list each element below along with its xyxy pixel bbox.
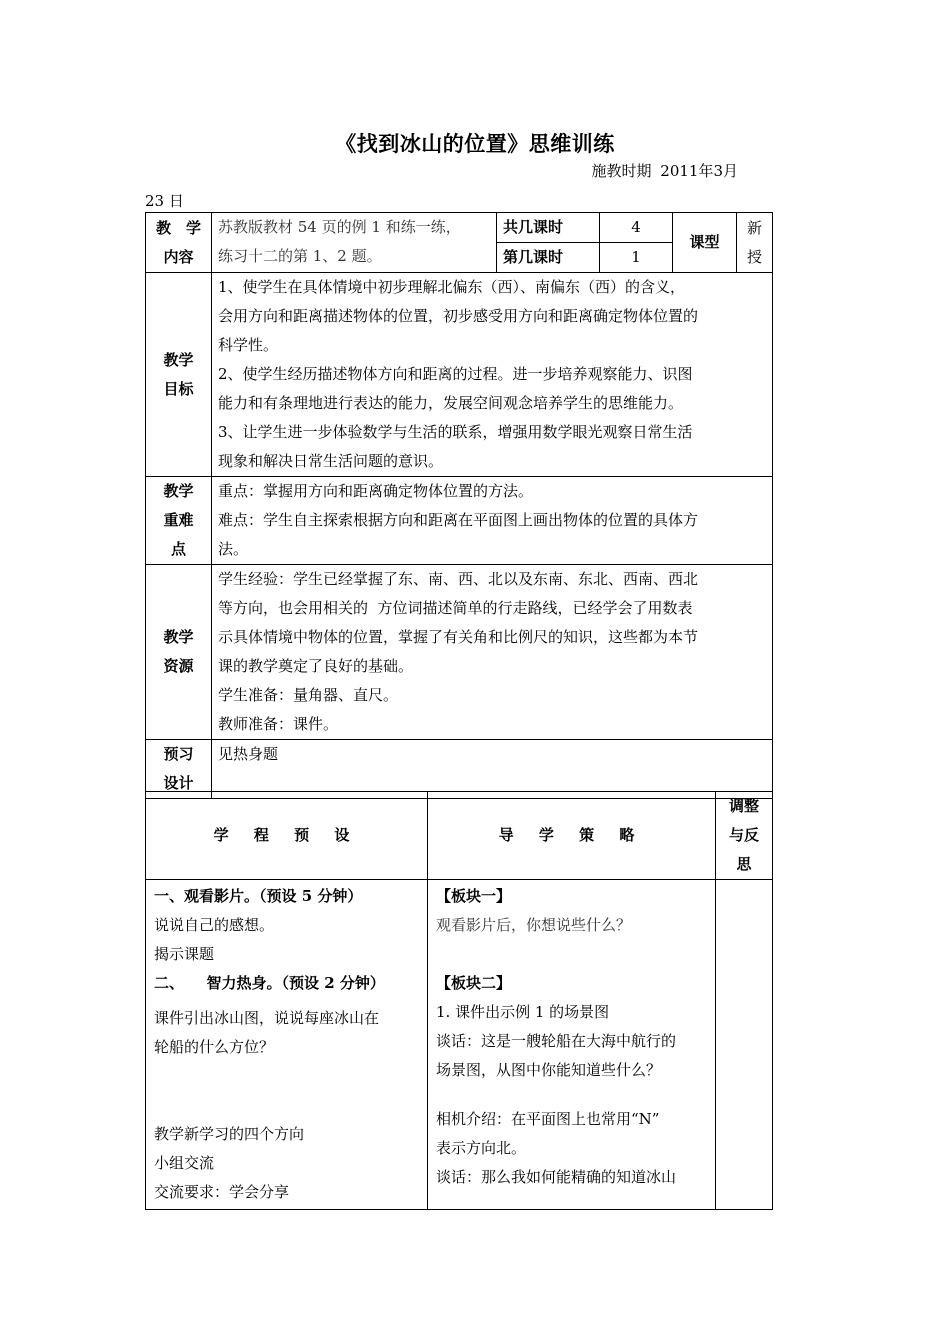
lesson-number-value: 1 <box>600 243 673 273</box>
teaching-date-day: 23 日 <box>145 192 184 210</box>
block-2-title: 【板块二】 <box>436 974 512 992</box>
preview-text: 见热身题 <box>212 740 773 799</box>
section-1-line: 揭示课题 <box>154 945 215 963</box>
lesson-process-table <box>145 791 773 1210</box>
column-header-reflection: 调整 与反 思 <box>716 792 773 880</box>
block-2-line: 1. 课件出示例 1 的场景图 <box>436 1003 610 1021</box>
section-2-line: 轮船的什么方位？ <box>154 1038 275 1056</box>
section-2-line: 课件引出冰山图，说说每座冰山在 <box>154 1009 380 1027</box>
lesson-number-label: 第几课时 <box>497 243 600 273</box>
lesson-type-label: 课型 <box>673 213 737 273</box>
content-label: 教 学 内容 <box>146 213 212 273</box>
goals-text: 1、使学生在具体情境中初步理解北偏东（西）、南偏东（西）的含义， 会用方向和距离描述物体的位置，初步感受用方向和距离确定物体位置的 科学性。 2、使学生经历描述物体方向和距离的过程。进一步培养观察能力、识图 能力和有条理地进行表达的能力，发展空间观念培养学生的思维能力。 3、让学生进一步体验数学与生活的联系，增强用数学眼光观察日常生活 现象和解决日常生活问题的意识。 <box>212 273 773 477</box>
learning-process-cell <box>146 880 428 1210</box>
date-value: 2011年3月 <box>660 162 738 180</box>
resources-label: 教学 资源 <box>146 565 212 740</box>
block-2-line: 谈话：这是一艘轮船在大海中航行的 <box>436 1032 677 1050</box>
total-lessons-label: 共几课时 <box>497 213 600 243</box>
column-header-learning: 学 程 预 设 <box>146 792 428 880</box>
section-3-line: 教学新学习的四个方向 <box>154 1125 305 1143</box>
resources-text: 学生经验：学生已经掌握了东、南、西、北以及东南、东北、西南、西北 等方向，也会用相关的 方位词描述简单的行走路线，已经学会了用数表 示具体情境中物体的位置，掌握了有关角和比例尺的知识，这些都为本节 课的教学奠定了良好的基础。 学生准备：量角器、直尺。 教师准备：课件。 <box>212 565 773 740</box>
total-lessons-value: 4 <box>600 213 673 243</box>
block-2-line: 相机介绍：在平面图上也常用“N” <box>436 1110 660 1128</box>
date-label: 施教时期 <box>591 162 652 180</box>
preview-label: 预习 设计 <box>146 740 212 799</box>
goals-label: 教学 目标 <box>146 273 212 477</box>
teaching-date <box>591 160 738 181</box>
content-text: 苏教版教材 54 页的例 1 和练一练， 练习十二的第 1、2 题。 <box>212 213 497 273</box>
column-header-guidance: 导 学 策 略 <box>428 792 716 880</box>
key-points-label: 教学 重难 点 <box>146 477 212 565</box>
section-3-line: 小组交流 <box>154 1154 215 1172</box>
section-2-title: 二、 智力热身。（预设 2 分钟） <box>154 974 385 992</box>
block-2-line: 谈话：那么我如何能精确的知道冰山 <box>436 1168 677 1186</box>
block-2-line: 表示方向北。 <box>436 1139 527 1157</box>
section-3-line: 交流要求：学会分享 <box>154 1183 290 1201</box>
document-title: 《找到冰山的位置》思维训练 <box>335 131 615 156</box>
reflection-cell <box>716 880 773 1210</box>
lesson-plan-table <box>145 212 773 799</box>
guidance-strategy-cell <box>428 880 716 1210</box>
section-1-line: 说说自己的感想。 <box>154 916 275 934</box>
block-2-line: 场景图，从图中你能知道些什么？ <box>436 1061 662 1079</box>
block-1-title: 【板块一】 <box>436 887 512 905</box>
section-1-title: 一、观看影片。（预设 5 分钟） <box>154 887 363 905</box>
lesson-type-value: 新 授 <box>737 213 773 273</box>
key-points-text: 重点：掌握用方向和距离确定物体位置的方法。 难点：学生自主探索根据方向和距离在平面图上画出物体的位置的具体方 法。 <box>212 477 773 565</box>
block-1-line: 观看影片后，你想说些什么？ <box>436 916 632 934</box>
